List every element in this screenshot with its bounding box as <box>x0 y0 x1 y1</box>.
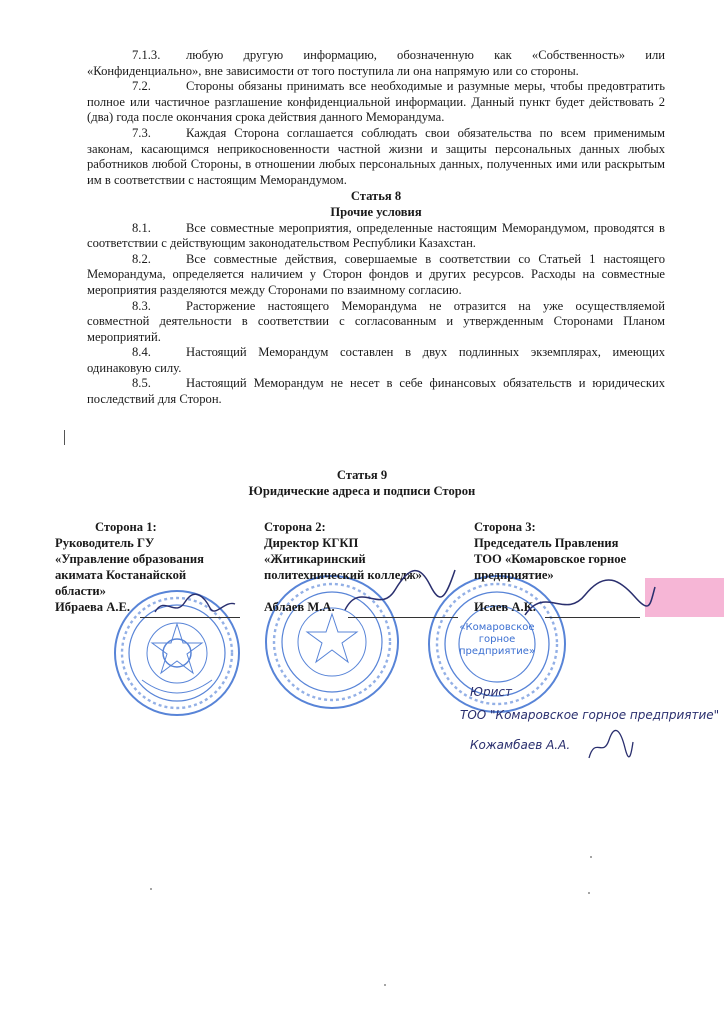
clause-7-1-3: 7.1.3. любую другую информацию, обозначенную как «Собственность» или «Конфиденциально», вне зависимости от того поступила ли она напрямую или со стороны. <box>87 48 665 78</box>
clause-8-5: 8.5. Настоящий Меморандум не несет в себе финансовых обязательств и юридических последствий для Сторон. <box>87 376 665 407</box>
article-9-heading <box>0 467 724 499</box>
signature-2-icon <box>340 560 460 620</box>
scan-speck <box>384 984 386 986</box>
party-2-signer: Аблаев М.А. <box>264 600 335 614</box>
clause-8-3: 8.3. Расторжение настоящего Меморандума не отразится на уже осуществляемой совместной деятельности в соответствии с согласованным и утвержденным Сторонами Планом мероприятий. <box>87 298 665 344</box>
party-3-block: Сторона 3: Председатель Правления ТОО «Комаровское горное предприятие» Исаев А.К. <box>474 519 674 615</box>
clause-7-2: 7.2. Стороны обязаны принимать все необходимые и разумные меры, чтобы предовтратить полное или частичное разглашение конфиденциальной информации. Данный пункт будет действовать 2 (два) года после окончания срока действия данного Меморандума. <box>87 79 665 125</box>
party-2-label: Сторона 2: <box>264 520 326 534</box>
article-8-subtitle: Прочие условия <box>330 204 422 219</box>
signature-3-icon <box>520 575 660 625</box>
clause-7-3: 7.3. Каждая Сторона соглашается соблюдать свои обязательства по всем применимым законам, касающимся неприкосновенности частной жизни и защиты персональных данных любых работников любой Стороны, в отношении любых персональных данных, полученных ими или раскрытым им в соответствии с настоящим Меморандумом. <box>87 125 665 187</box>
margin-mark <box>64 430 65 445</box>
party-3-label: Сторона 3: <box>474 520 536 534</box>
party-2-block: Сторона 2: Директор КГКП «Житикаринский политехнический колледж» Аблаев М.А. <box>264 519 454 615</box>
stamp-3-text: «Комаровское горное предприятие» <box>459 622 535 657</box>
party-1-signer: Ибраева А.Е. <box>55 600 131 614</box>
party-1-label: Сторона 1: <box>95 520 157 534</box>
party-3-signer: Исаев А.К. <box>474 600 536 614</box>
clause-8-4: 8.4. Настоящий Меморандум составлен в двух подлинных экземплярах, имеющих одинаковую силу. <box>87 345 665 375</box>
clause-8-1: 8.1. Все совместные мероприятия, определенные настоящим Меморандумом, проводятся в соответствии с действующим законодательством Республики Казахстан. <box>87 220 665 251</box>
scan-speck <box>150 888 152 890</box>
handwritten-name: Кожамбаев А.А. <box>470 738 571 752</box>
article-8-title: Статья 8 <box>350 189 402 204</box>
handwritten-mark: Юрист <box>470 685 512 699</box>
signature-1-icon <box>150 590 240 620</box>
clause-8-2: 8.2. Все совместные действия, совершаемые в соответствии со Статьей 1 настоящего Меморандума, определяется наличием у Сторон фондов и других ресурсов. Расходы на совместные мероприятия разделяются между Сторонами по взаимному согласию. <box>87 251 665 297</box>
article-9-subtitle: Юридические адреса и подписи Сторон <box>248 484 476 498</box>
scan-speck <box>588 892 590 894</box>
memorandum-body <box>87 48 665 408</box>
handwritten-signature-icon <box>585 728 635 764</box>
article-9-title: Статья 9 <box>336 468 388 482</box>
party-1-block: Сторона 1: Руководитель ГУ «Управление образования акимата Костанайской области» Ибраева А.Е. <box>55 519 245 615</box>
handwritten-company: ТОО "Комаровское горное предприятие" <box>460 708 720 722</box>
scan-speck <box>590 856 592 858</box>
